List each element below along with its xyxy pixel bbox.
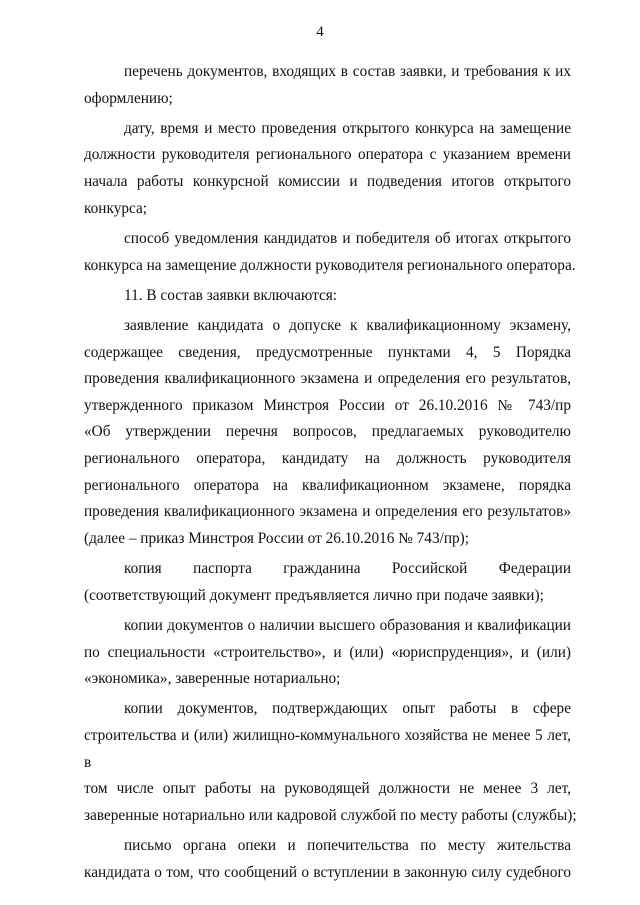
text-line: перечень документов, входящих в состав заявки, и требования к их [124,63,571,80]
text-line: начала работы конкурсной комиссии и подведения итогов открытого [84,173,571,191]
paragraph-guardianship [84,833,571,886]
paragraph-contest-date [84,116,571,222]
text-line: письмо органа опеки и попечительства по месту жительства [124,837,571,855]
text-line: том числе опыт работы на руководящей должности не менее 3 лет, [84,780,571,798]
document-body [84,59,577,890]
text-line: заверенные нотариально или кадровой службой по месту работы (службы); [84,806,577,824]
paragraph-passport [84,556,571,609]
text-line: дату, время и место проведения открытого конкурса на замещение [124,119,571,137]
text-line: заявление кандидата о допуске к квалификационному экзамену, [124,317,571,335]
text-line: проведения квалификационного экзамена и определения его результатов» [84,503,571,521]
text-line: копии документов о наличии высшего образования и квалификации [124,617,571,634]
text-line: (соответствующий документ предъявляется лично при подаче заявки); [84,586,544,604]
paragraph-document-list [84,59,571,112]
text-line: регионального оператора, кандидату на должность руководителя [84,450,571,468]
text-line: утвержденного приказом Минстроя России от 26.10.2016 № 743/пр [84,396,571,414]
text-line: «экономика», заверенные нотариально; [84,670,341,688]
text-line: содержащее сведения, предусмотренные пунктами 4, 5 Порядка [84,343,571,361]
text-line: кандидата о том, что сообщений о вступлении в законную силу судебного [84,863,571,881]
text-line: конкурса на замещение должности руководителя регионального оператора. [84,256,576,274]
text-line: должности руководителя регионального оператора с указанием времени [84,146,571,164]
text-line: строительства и (или) жилищно-коммунального хозяйства не менее 5 лет, в [84,727,571,771]
text-line: оформлению; [84,89,173,107]
paragraph-application [84,313,571,552]
page-number: 4 [316,24,324,40]
text-line: «Об утверждении перечня вопросов, предлагаемых руководителю [84,423,571,441]
text-line: копия паспорта гражданина Российской Федерации [124,560,571,578]
paragraph-experience [84,696,577,829]
text-line: способ уведомления кандидатов и победителя об итогах открытого [124,229,571,247]
text-line: конкурса; [84,199,148,217]
text-line: копии документов, подтверждающих опыт работы в сфере [124,700,571,718]
text-line: по специальности «строительство», и (или) «юриспруденция», и (или) [84,643,571,661]
text-line: 11. В состав заявки включаются: [124,286,338,304]
text-line: регионального оператора на квалификационном экзамене, порядка [84,476,571,494]
paragraph-clause-11 [84,283,571,310]
paragraph-notification [84,226,576,279]
text-line: проведения квалификационного экзамена и определения его результатов, [84,370,571,388]
text-line: (далее – приказ Минстроя России от 26.10.2016 № 743/пр); [84,529,470,547]
paragraph-education [84,613,571,693]
